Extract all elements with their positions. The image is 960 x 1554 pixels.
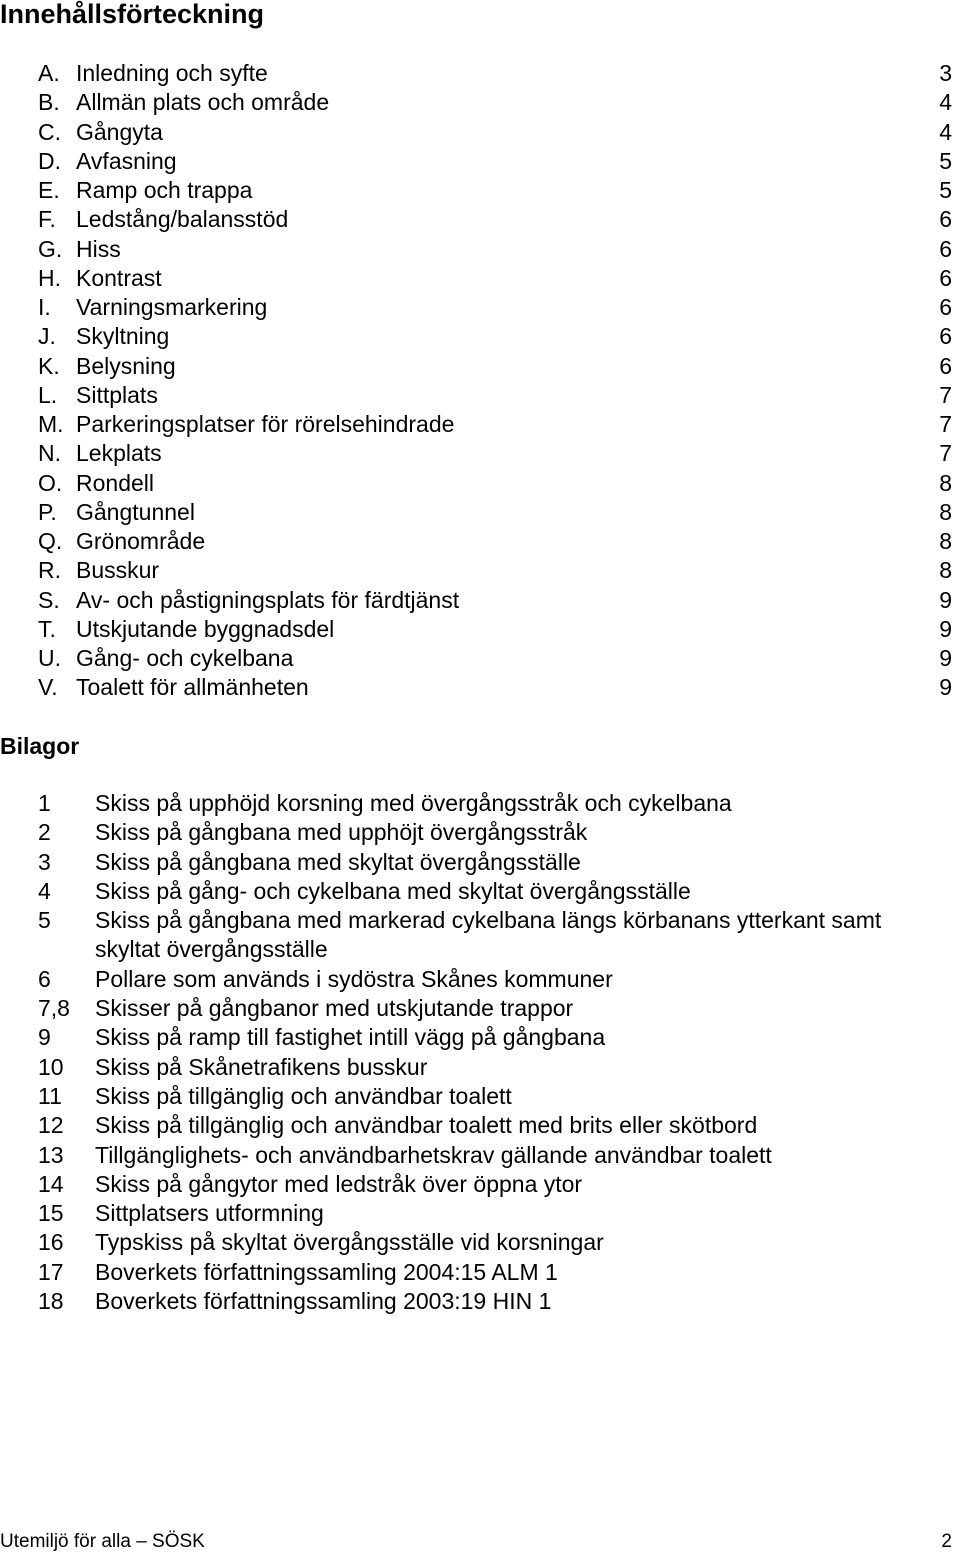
toc-entry-title: Ledstång/balansstöd — [76, 206, 289, 233]
toc-entry-page: 6 — [939, 206, 952, 233]
appendix-entry-number: 15 — [38, 1200, 64, 1227]
toc-entry — [38, 498, 952, 527]
appendix-entry-number: 1 — [38, 790, 51, 816]
toc-entry-letter: G. — [38, 235, 63, 262]
toc-entry-title: Gång- och cykelbana — [76, 645, 294, 671]
appendix-entry-number: 11 — [38, 1082, 62, 1109]
toc-entry-letter: P. — [38, 498, 57, 525]
toc-entry-page: 6 — [939, 235, 952, 262]
toc-entry-title: Allmän plats och område — [76, 89, 330, 116]
appendix-entry-text: Pollare som används i sydöstra Skånes kommuner — [95, 965, 613, 992]
toc-entry-page: 8 — [939, 528, 952, 554]
toc-entry-page: 9 — [939, 645, 952, 671]
appendix-entry-text: Skiss på gång- och cykelbana med skyltat övergångsställe — [95, 877, 691, 904]
appendix-entry — [38, 848, 938, 877]
toc-entry-page: 7 — [939, 411, 952, 437]
appendix-entry-text: Skiss på ramp till fastighet intill vägg på gångbana — [95, 1024, 606, 1051]
toc-entry-title: Toalett för allmänheten — [76, 674, 309, 701]
toc-entry — [38, 205, 952, 234]
appendix-entry — [38, 818, 938, 847]
toc-entry-page: 9 — [939, 615, 952, 642]
appendix-entry-text: Skiss på upphöjd korsning med övergångsstråk och cykelbana — [95, 790, 732, 816]
toc-entry — [38, 118, 952, 147]
toc-entry-letter: K. — [38, 352, 60, 379]
appendix-entry-text: Skiss på tillgänglig och användbar toalett — [95, 1082, 512, 1109]
toc-entry — [38, 673, 952, 702]
toc-entry-page: 6 — [939, 264, 952, 291]
toc-entry-letter: S. — [38, 586, 60, 613]
toc-entry-letter: T. — [38, 615, 56, 642]
toc-entry-title: Hiss — [76, 235, 121, 262]
toc-entry-letter: F. — [38, 206, 56, 233]
toc-entry-page: 4 — [939, 118, 952, 145]
toc-entry-title: Inledning och syfte — [76, 60, 268, 86]
appendix-entry — [38, 1082, 938, 1111]
toc-entry-title: Varningsmarkering — [76, 294, 268, 320]
toc-entry-title: Kontrast — [76, 264, 162, 291]
appendix-entry-number: 16 — [38, 1229, 64, 1256]
toc-entry-letter: J. — [38, 323, 56, 350]
toc-entry — [38, 352, 952, 381]
toc-entry-title: Rondell — [76, 469, 154, 496]
appendix-entry-text: Boverkets författningssamling 2003:19 HIN 1 — [95, 1288, 552, 1315]
toc-entry — [38, 322, 952, 351]
toc-entry-page: 8 — [939, 498, 952, 525]
appendix-entry — [38, 994, 938, 1023]
page-title: Innehållsförteckning — [0, 0, 265, 29]
toc-entry-page: 3 — [939, 60, 952, 86]
appendix-entry-number: 6 — [38, 965, 51, 992]
toc-entry-letter: H. — [38, 264, 61, 291]
appendix-entry-number: 9 — [38, 1024, 51, 1051]
toc-entry — [38, 410, 952, 439]
appendix-entry-number: 18 — [38, 1288, 64, 1315]
appendix-entry — [38, 1228, 938, 1257]
toc-entry-letter: B. — [38, 89, 60, 116]
toc-entry-page: 5 — [939, 147, 952, 174]
toc-entry — [38, 469, 952, 498]
toc-entry — [38, 644, 952, 673]
appendix-entry-text: Skiss på Skånetrafikens busskur — [95, 1053, 428, 1080]
appendix-entry-text: Tillgänglighets- och användbarhetskrav gällande användbar toalett — [95, 1141, 772, 1168]
toc-entry-title: Belysning — [76, 352, 176, 379]
appendix-entry-number: 5 — [38, 907, 51, 934]
appendix-entry — [38, 906, 938, 965]
toc-entry-letter: C. — [38, 118, 61, 145]
toc-entry — [38, 264, 952, 293]
appendix-entry-number: 17 — [38, 1258, 64, 1285]
toc-entry-page: 9 — [939, 674, 952, 701]
appendix-entry — [38, 1111, 938, 1140]
appendix-entry-text: Skiss på gångbana med upphöjt övergångsstråk — [95, 819, 588, 846]
toc-entry — [38, 88, 952, 117]
toc-entry-title: Av- och påstigningsplats för färdtjänst — [76, 586, 460, 613]
appendix-entry-text: Skisser på gångbanor med utskjutande trappor — [95, 995, 574, 1022]
toc-entry — [38, 439, 952, 468]
toc-entry-page: 5 — [939, 177, 952, 203]
toc-entry-page: 9 — [939, 586, 952, 613]
toc-entry-letter: N. — [38, 440, 61, 467]
appendix-entry — [38, 1258, 938, 1287]
toc-entry — [38, 615, 952, 644]
toc-entry-page: 8 — [939, 557, 952, 584]
appendix-entry-number: 13 — [38, 1141, 64, 1168]
toc-entry — [38, 556, 952, 585]
toc-entry — [38, 147, 952, 176]
toc-entry-title: Busskur — [76, 557, 160, 584]
appendix-entry — [38, 1141, 938, 1170]
appendix-entry-text: Skiss på tillgänglig och användbar toalett med brits eller skötbord — [95, 1112, 758, 1139]
toc-entry-letter: L. — [38, 381, 58, 408]
toc-entry-title: Gångtunnel — [76, 498, 195, 525]
appendix-entry-text: Skiss på gångbana med skyltat övergångsställe — [95, 848, 581, 875]
toc-entry — [38, 586, 952, 615]
appendix-entry-text: Skiss på gångytor med ledstråk över öppna ytor — [95, 1170, 583, 1197]
toc-entry — [38, 235, 952, 264]
toc-entry-letter: R. — [38, 557, 61, 584]
toc-entry — [38, 293, 952, 322]
appendix-entry — [38, 1023, 938, 1052]
appendix-entry-number: 7,8 — [38, 995, 70, 1022]
appendix-entry-number: 12 — [38, 1112, 64, 1139]
toc-entry-letter: E. — [38, 177, 60, 203]
toc-entry-title: Gångyta — [76, 118, 163, 145]
toc-entry — [38, 527, 952, 556]
appendix-entry — [38, 1287, 938, 1316]
toc-entry — [38, 381, 952, 410]
appendix-entry-number: 10 — [38, 1053, 64, 1080]
toc-entry-page: 8 — [939, 469, 952, 496]
appendix-entry-text: Typskiss på skyltat övergångsställe vid korsningar — [95, 1229, 604, 1256]
toc-entry-title: Avfasning — [76, 147, 177, 174]
appendix-list — [38, 789, 938, 1316]
toc-entry-page: 7 — [939, 440, 952, 467]
toc-entry-title: Parkeringsplatser för rörelsehindrade — [76, 411, 455, 437]
appendix-entry-text: Sittplatsers utformning — [95, 1200, 324, 1227]
appendix-entry-number: 3 — [38, 848, 51, 875]
footer-page-number: 2 — [941, 1531, 952, 1552]
appendix-entry — [38, 877, 938, 906]
toc-entry-letter: V. — [38, 674, 58, 701]
toc-entry-title: Skyltning — [76, 323, 170, 350]
table-of-contents — [38, 59, 952, 703]
toc-entry-page: 7 — [939, 381, 952, 408]
appendix-entry — [38, 965, 938, 994]
appendix-entry-number: 14 — [38, 1170, 64, 1197]
toc-entry-page: 4 — [939, 89, 952, 116]
appendix-entry — [38, 1199, 938, 1228]
toc-entry-letter: A. — [38, 60, 60, 86]
appendix-entry — [38, 1170, 938, 1199]
toc-entry-page: 6 — [939, 323, 952, 350]
footer-text: Utemiljö för alla – SÖSK — [0, 1531, 205, 1552]
toc-entry-letter: Q. — [38, 528, 63, 554]
toc-entry-letter: U. — [38, 645, 61, 671]
appendix-entry — [38, 1053, 938, 1082]
toc-entry-letter: O. — [38, 469, 63, 496]
appendix-entry-text: Skiss på gångbana med markerad cykelbana längs körbanans ytterkant samt skyltat övergångsställe — [95, 907, 882, 963]
appendix-heading: Bilagor — [0, 733, 80, 759]
appendix-entry — [38, 789, 938, 818]
appendix-entry-number: 4 — [38, 877, 51, 904]
toc-entry — [38, 176, 952, 205]
appendix-entry-number: 2 — [38, 819, 51, 846]
toc-entry-title: Lekplats — [76, 440, 162, 467]
toc-entry-title: Grönområde — [76, 528, 206, 554]
toc-entry-title: Sittplats — [76, 381, 158, 408]
appendix-entry-text: Boverkets författningssamling 2004:15 ALM 1 — [95, 1258, 558, 1285]
toc-entry — [38, 59, 952, 88]
toc-entry-title: Ramp och trappa — [76, 177, 253, 203]
toc-entry-letter: I. — [38, 294, 51, 320]
toc-entry-letter: M. — [38, 411, 64, 437]
toc-entry-title: Utskjutande byggnadsdel — [76, 615, 335, 642]
toc-entry-page: 6 — [939, 294, 952, 320]
toc-entry-letter: D. — [38, 147, 61, 174]
toc-entry-page: 6 — [939, 352, 952, 379]
